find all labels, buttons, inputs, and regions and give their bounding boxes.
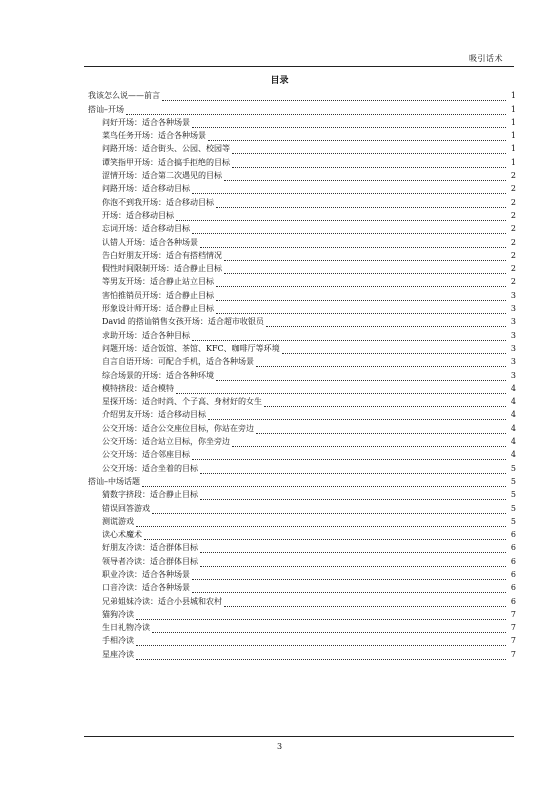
toc-entry-label: 好朋友冷读：适合群体目标 xyxy=(102,543,198,553)
toc-entry-label: 问路开场：适合街头、公园、校园等 xyxy=(102,144,230,154)
toc-entry[interactable] xyxy=(88,128,516,141)
toc-leader-dots xyxy=(136,652,506,660)
toc-entry-page: 7 xyxy=(510,623,516,633)
toc-entry-label: 公交开场：适合公交座位目标，你站在旁边 xyxy=(102,423,254,433)
toc-entry-label: 假性时间限制开场：适合静止目标 xyxy=(102,264,222,274)
toc-entry-page: 7 xyxy=(510,649,516,659)
toc-leader-dots xyxy=(256,359,506,367)
toc-entry-page: 6 xyxy=(510,583,516,593)
toc-entry-label: 模特挤段：适合模特 xyxy=(102,383,174,393)
toc-entry-page: 4 xyxy=(510,450,516,460)
toc-leader-dots xyxy=(208,133,506,141)
toc-entry-label: 错误回答游戏 xyxy=(102,503,150,513)
toc-entry-label: David 的搭讪销售女孩开场：适合超市收银员 xyxy=(102,317,264,327)
toc-entry[interactable] xyxy=(88,633,516,646)
toc-leader-dots xyxy=(192,572,506,580)
toc-leader-dots xyxy=(200,545,506,553)
toc-entry-label: 口音冷读：适合各种场景 xyxy=(102,583,190,593)
toc-entry[interactable] xyxy=(88,580,516,593)
toc-entry[interactable] xyxy=(88,261,516,274)
toc-entry-page: 5 xyxy=(510,503,516,513)
toc-entry[interactable] xyxy=(88,487,516,500)
toc-entry-label: 你泡不到我开场：适合移动目标 xyxy=(102,197,214,207)
toc-leader-dots xyxy=(142,479,506,487)
toc-entry-label: 猫狗冷读 xyxy=(102,609,134,619)
toc-entry-page: 7 xyxy=(510,609,516,619)
toc-entry[interactable] xyxy=(88,88,516,101)
toc-entry[interactable] xyxy=(88,287,516,300)
toc-entry-page: 1 xyxy=(510,117,516,127)
toc-leader-dots xyxy=(232,146,506,154)
toc-entry-page: 6 xyxy=(510,556,516,566)
toc-leader-dots xyxy=(152,506,506,514)
toc-entry[interactable] xyxy=(88,620,516,633)
toc-entry-label: 职业冷读：适合各种场景 xyxy=(102,569,190,579)
toc-entry[interactable] xyxy=(88,234,516,247)
toc-entry-label: 谭笑指甲开场：适合搞手拒绝的目标 xyxy=(102,157,230,167)
toc-entry-label: 星座冷读 xyxy=(102,649,134,659)
toc-entry[interactable] xyxy=(88,327,516,340)
toc-leader-dots xyxy=(200,240,506,248)
toc-leader-dots xyxy=(282,346,506,354)
page-number: 3 xyxy=(276,742,283,751)
toc-leader-dots xyxy=(176,386,506,394)
toc-entry-page: 2 xyxy=(510,197,516,207)
toc-entry-page: 3 xyxy=(510,370,516,380)
toc-entry-label: 开场：适合移动目标 xyxy=(102,210,174,220)
toc-entry[interactable] xyxy=(88,407,516,420)
toc-entry[interactable] xyxy=(88,567,516,580)
toc-entry-label: 测谎游戏 xyxy=(102,516,134,526)
toc-entry-page: 3 xyxy=(510,317,516,327)
toc-entry-label: 问题开场：适合饭馆、茶馆、KFC、咖啡厅等环境 xyxy=(102,343,280,353)
toc-leader-dots xyxy=(256,426,506,434)
toc-leader-dots xyxy=(200,492,506,500)
toc-leader-dots xyxy=(162,93,506,101)
toc-leader-dots xyxy=(200,466,506,474)
toc-entry[interactable] xyxy=(88,540,516,553)
toc-entry[interactable] xyxy=(88,341,516,354)
toc-entry-label: 菜鸟任务开场：适合各种场景 xyxy=(102,131,206,141)
toc-leader-dots xyxy=(266,319,506,327)
toc-entry-label: 生日礼物冷读 xyxy=(102,623,150,633)
toc-entry-label: 星探开场：适合时尚、个子高、身材好的女生 xyxy=(102,397,262,407)
toc-entry-page: 6 xyxy=(510,543,516,553)
toc-entry-page: 5 xyxy=(510,490,516,500)
toc-entry-label: 等男友开场：适合静止站立目标 xyxy=(102,277,214,287)
toc-entry-label: 问路开场：适合移动目标 xyxy=(102,184,190,194)
toc-entry[interactable] xyxy=(88,553,516,566)
toc-leader-dots xyxy=(216,373,506,381)
toc-leader-dots xyxy=(232,439,506,447)
toc-leader-dots xyxy=(176,213,506,221)
toc-entry-page: 2 xyxy=(510,250,516,260)
toc-entry-label: 综合场景的开场：适合各种环境 xyxy=(102,370,214,380)
toc-leader-dots xyxy=(192,585,506,593)
toc-entry-page: 3 xyxy=(510,304,516,314)
toc-entry-page: 4 xyxy=(510,410,516,420)
toc-leader-dots xyxy=(136,638,506,646)
toc-leader-dots xyxy=(264,399,506,407)
toc-leader-dots xyxy=(216,200,506,208)
toc-leader-dots xyxy=(232,160,506,168)
toc-entry-label: 猜数字挤段：适合静止目标 xyxy=(102,490,198,500)
toc-entry-label: 手相冷读 xyxy=(102,636,134,646)
toc-entry-page: 2 xyxy=(510,210,516,220)
toc-entry[interactable] xyxy=(88,301,516,314)
toc-entry-label: 兄弟姐妹冷读：适合小县城和农村 xyxy=(102,596,222,606)
toc-entry[interactable] xyxy=(88,367,516,380)
toc-entry-label: 涩情开场：适合第二次遇见的目标 xyxy=(102,171,222,181)
toc-leader-dots xyxy=(216,293,506,301)
toc-entry-label: 形象设计师开场：适合静止目标 xyxy=(102,304,214,314)
toc-entry[interactable] xyxy=(88,434,516,447)
toc-leader-dots xyxy=(144,532,506,540)
toc-entry-page: 3 xyxy=(510,343,516,353)
toc-leader-dots xyxy=(136,519,506,527)
toc-entry-page: 1 xyxy=(510,157,516,167)
toc-leader-dots xyxy=(126,107,506,115)
toc-entry-page: 3 xyxy=(510,330,516,340)
toc-entry[interactable] xyxy=(88,527,516,540)
toc-entry-label: 搭讪–开场 xyxy=(88,104,124,114)
toc-entry-label: 搭讪–中场话题 xyxy=(88,476,140,486)
toc-entry-label: 害怕推销员开场：适合静止目标 xyxy=(102,290,214,300)
toc-entry-page: 4 xyxy=(510,437,516,447)
toc-entry-page: 6 xyxy=(510,596,516,606)
toc-entry[interactable] xyxy=(88,354,516,367)
toc-entry[interactable] xyxy=(88,314,516,327)
toc-leader-dots xyxy=(136,612,506,620)
toc-entry-page: 5 xyxy=(510,516,516,526)
toc-leader-dots xyxy=(216,279,506,287)
toc-entry-page: 5 xyxy=(510,476,516,486)
toc-entry-page: 4 xyxy=(510,383,516,393)
toc-entry[interactable] xyxy=(88,500,516,513)
toc-entry-page: 1 xyxy=(510,144,516,154)
toc-entry-label: 自言自语开场：可配合手机，适合各种场景 xyxy=(102,357,254,367)
toc-entry-page: 7 xyxy=(510,636,516,646)
toc-entry-page: 4 xyxy=(510,397,516,407)
toc-entry[interactable] xyxy=(88,248,516,261)
toc-entry[interactable] xyxy=(88,101,516,114)
toc-entry[interactable] xyxy=(88,447,516,460)
toc-entry-page: 1 xyxy=(510,131,516,141)
toc-title: 目录 xyxy=(270,76,289,86)
toc-entry-label: 认错人开场：适合各种场景 xyxy=(102,237,198,247)
toc-entry-page: 4 xyxy=(510,423,516,433)
toc-entry[interactable] xyxy=(88,194,516,207)
toc-entry[interactable] xyxy=(88,274,516,287)
toc-entry-label: 忘词开场：适合移动目标 xyxy=(102,224,190,234)
toc-entry-page: 3 xyxy=(510,357,516,367)
toc-entry-label: 介绍男友开场：适合移动目标 xyxy=(102,410,206,420)
toc-entry-page: 1 xyxy=(510,91,516,101)
toc-list xyxy=(88,88,516,660)
toc-entry[interactable] xyxy=(88,593,516,606)
toc-entry-label: 告白好朋友开场：适合有搭档情况 xyxy=(102,250,222,260)
toc-leader-dots xyxy=(192,120,506,128)
toc-entry-page: 2 xyxy=(510,171,516,181)
toc-entry[interactable] xyxy=(88,460,516,473)
toc-entry[interactable] xyxy=(88,115,516,128)
toc-entry[interactable] xyxy=(88,514,516,527)
toc-entry-label: 公交开场：适合邻座目标 xyxy=(102,450,190,460)
toc-entry[interactable] xyxy=(88,474,516,487)
header-rule xyxy=(84,66,514,67)
toc-leader-dots xyxy=(192,226,506,234)
toc-entry[interactable] xyxy=(88,381,516,394)
toc-entry-page: 6 xyxy=(510,530,516,540)
toc-entry-page: 6 xyxy=(510,569,516,579)
toc-entry[interactable] xyxy=(88,607,516,620)
toc-entry[interactable] xyxy=(88,141,516,154)
toc-entry-page: 2 xyxy=(510,184,516,194)
toc-entry[interactable] xyxy=(88,221,516,234)
toc-leader-dots xyxy=(224,253,506,261)
toc-entry[interactable] xyxy=(88,154,516,167)
toc-entry-label: 公交开场：适合坐着的目标 xyxy=(102,463,198,473)
toc-entry-page: 5 xyxy=(510,463,516,473)
toc-entry-page: 2 xyxy=(510,224,516,234)
toc-entry[interactable] xyxy=(88,420,516,433)
toc-entry[interactable] xyxy=(88,646,516,659)
toc-entry-label: 问好开场：适合各种场景 xyxy=(102,117,190,127)
toc-entry-label: 求助开场：适合各种目标 xyxy=(102,330,190,340)
toc-leader-dots xyxy=(192,186,506,194)
toc-entry[interactable] xyxy=(88,394,516,407)
toc-entry-label: 读心术魔术 xyxy=(102,530,142,540)
toc-entry-label: 公交开场：适合站立目标，你坐旁边 xyxy=(102,437,230,447)
toc-entry-page: 3 xyxy=(510,290,516,300)
footer-rule xyxy=(84,736,514,737)
toc-leader-dots xyxy=(192,333,506,341)
toc-entry-page: 2 xyxy=(510,277,516,287)
toc-leader-dots xyxy=(208,412,506,420)
toc-entry-page: 1 xyxy=(510,104,516,114)
toc-leader-dots xyxy=(224,266,506,274)
toc-leader-dots xyxy=(200,559,506,567)
toc-leader-dots xyxy=(152,625,506,633)
toc-leader-dots xyxy=(224,599,506,607)
toc-entry-page: 2 xyxy=(510,264,516,274)
toc-entry[interactable] xyxy=(88,208,516,221)
toc-entry[interactable] xyxy=(88,168,516,181)
toc-entry-label: 我该怎么说——前言 xyxy=(88,91,160,101)
toc-entry-page: 2 xyxy=(510,237,516,247)
toc-leader-dots xyxy=(192,452,506,460)
toc-leader-dots xyxy=(224,173,506,181)
toc-leader-dots xyxy=(216,306,506,314)
page-header-title: 吸引话术 xyxy=(469,54,503,63)
toc-entry[interactable] xyxy=(88,181,516,194)
toc-entry-label: 领导者冷读：适合群体目标 xyxy=(102,556,198,566)
